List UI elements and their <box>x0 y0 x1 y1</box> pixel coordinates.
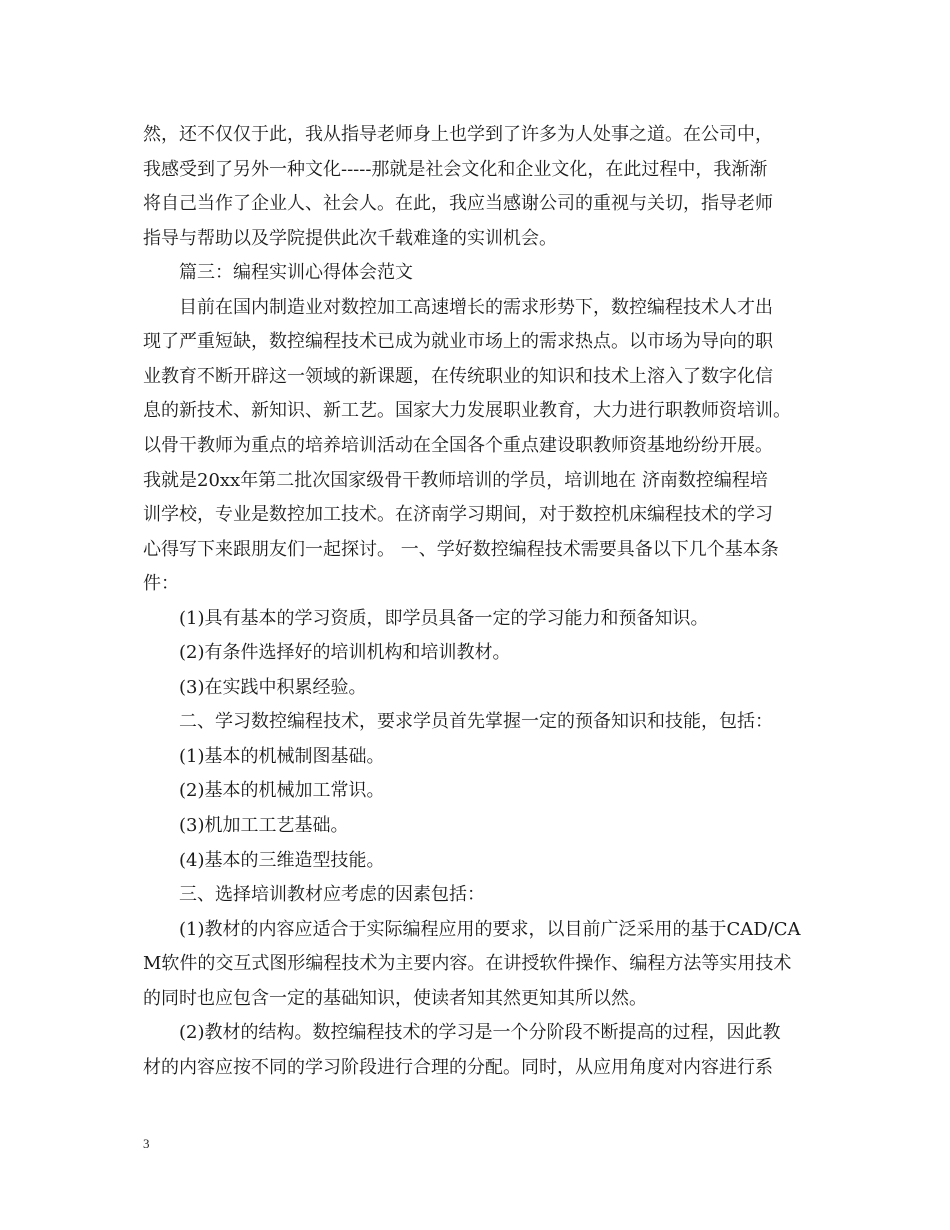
text-line: 二、学习数控编程技术，要求学员首先掌握一定的预备知识和技能，包括： <box>179 711 773 732</box>
text-line: 业教育不断开辟这一领域的新课题，在传统职业的知识和技术上溶入了数字化信 <box>143 366 773 387</box>
text-line: 我感受到了另外一种文化-----那就是社会文化和企业文化，在此过程中，我渐渐 <box>143 159 768 180</box>
page-number: 3 <box>143 1136 150 1151</box>
text-line: 指导与帮助以及学院提供此次千载难逢的实训机会。 <box>143 228 557 249</box>
text-line: (4)基本的三维造型技能。 <box>179 850 385 871</box>
text-line: 篇三：编程实训心得体会范文 <box>179 262 413 283</box>
text-line: (3)机加工工艺基础。 <box>179 815 349 836</box>
text-line: 目前在国内制造业对数控加工高速增长的需求形势下，数控编程技术人才出 <box>179 297 773 318</box>
text-line: (1)教材的内容应适合于实际编程应用的要求，以目前广泛采用的基于CAD/CA <box>179 919 801 940</box>
text-line: 将自己当作了企业人、社会人。在此，我应当感谢公司的重视与关切，指导老师 <box>143 193 773 214</box>
text-line: M软件的交互式图形编程技术为主要内容。在讲授软件操作、编程方法等实用技术 <box>143 953 792 974</box>
text-line: (2)教材的结构。数控编程技术的学习是一个分阶段不断提高的过程，因此教 <box>179 1022 781 1043</box>
text-line: (3)在实践中积累经验。 <box>179 677 367 698</box>
text-line: (2)有条件选择好的培训机构和培训教材。 <box>179 642 511 663</box>
text-line: 材的内容应按不同的学习阶段进行合理的分配。同时，从应用角度对内容进行系 <box>143 1057 773 1078</box>
text-line: 件： <box>143 573 179 594</box>
text-line: (1)具有基本的学习资质，即学员具备一定的学习能力和预备知识。 <box>179 608 709 629</box>
text-line: 心得写下来跟朋友们一起探讨。 一、学好数控编程技术需要具备以下几个基本条 <box>143 539 779 560</box>
text-line: 现了严重短缺，数控编程技术已成为就业市场上的需求热点。以市场为导向的职 <box>143 331 773 352</box>
text-line: 训学校，专业是数控加工技术。在济南学习期间，对于数控机床编程技术的学习 <box>143 504 773 525</box>
text-line: 然，还不仅仅于此，我从指导老师身上也学到了许多为人处事之道。在公司中， <box>143 124 773 145</box>
text-line: 息的新技术、新知识、新工艺。国家大力发展职业教育，大力进行职教师资培训。 <box>143 400 791 421</box>
text-line: (1)基本的机械制图基础。 <box>179 746 385 767</box>
text-line: (2)基本的机械加工常识。 <box>179 780 385 801</box>
text-line: 我就是20xx年第二批次国家级骨干教师培训的学员，培训地在 济南数控编程培 <box>143 470 768 491</box>
text-line: 的同时也应包含一定的基础知识，使读者知其然更知其所以然。 <box>143 988 647 1009</box>
text-line: 以骨干教师为重点的培养培训活动在全国各个重点建设职教师资基地纷纷开展。 <box>143 435 773 456</box>
text-line: 三、选择培训教材应考虑的因素包括： <box>179 884 485 905</box>
